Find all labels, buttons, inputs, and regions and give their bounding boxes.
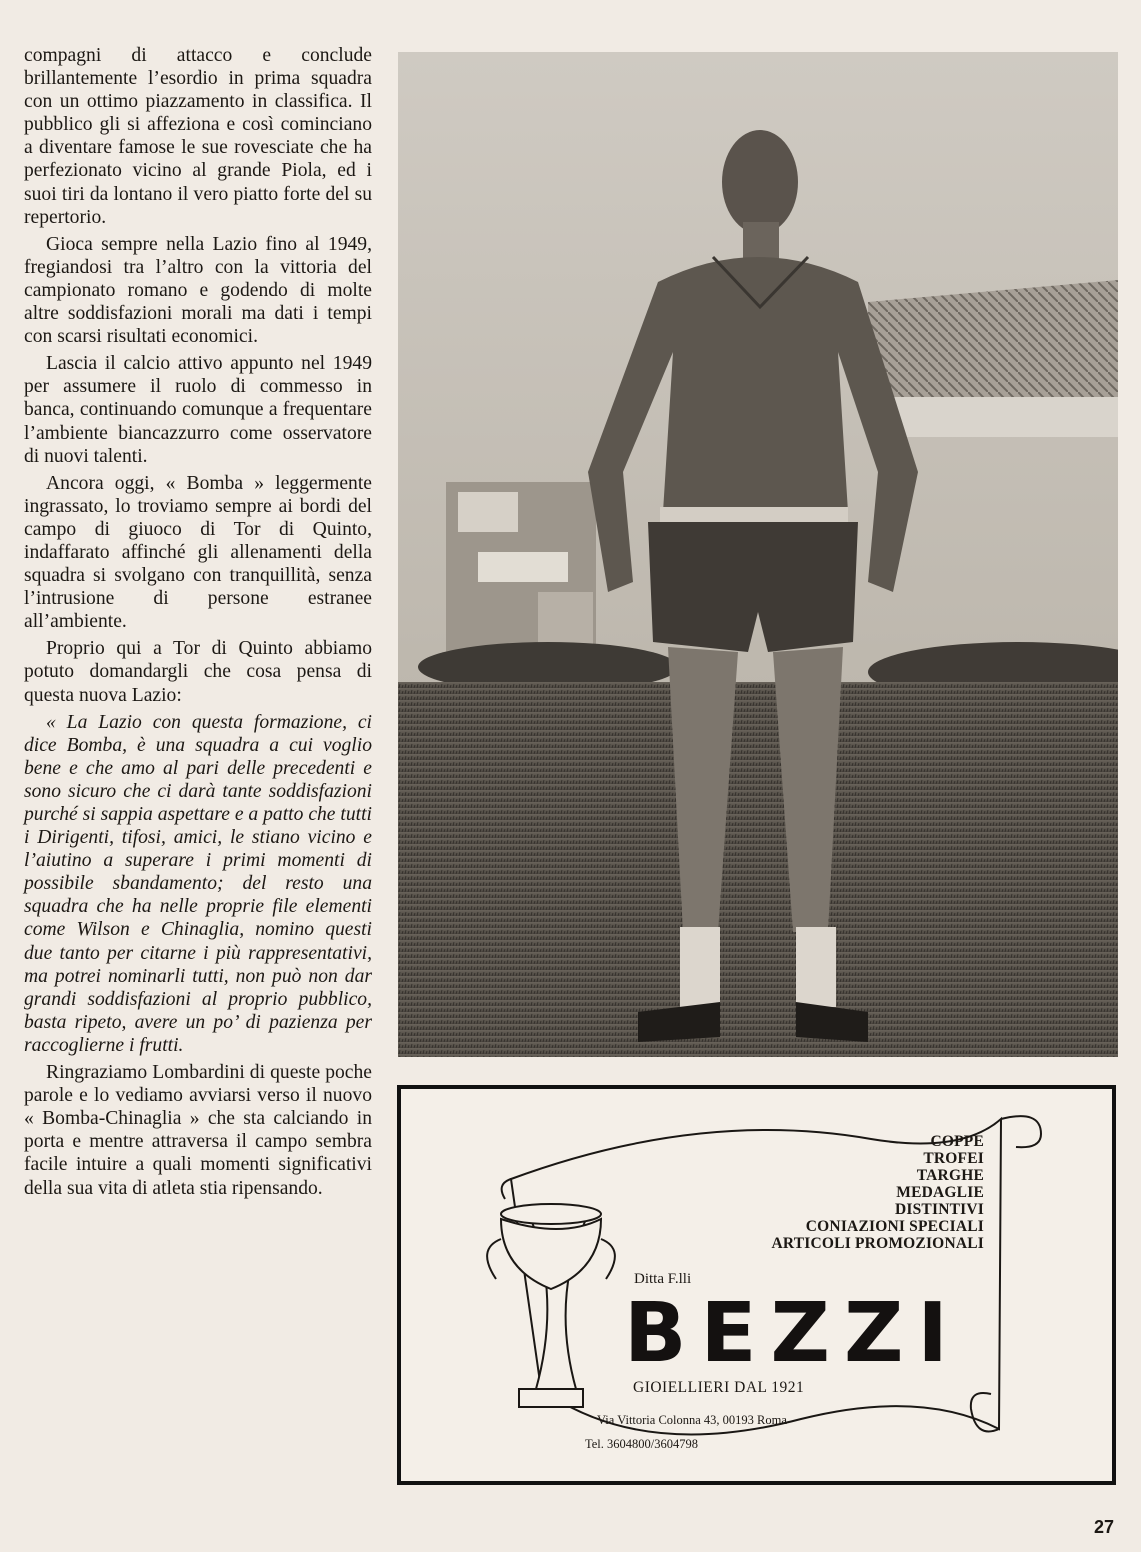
article-paragraph: Gioca sempre nella Lazio fino al 1949, fregiandosi tra l’altro con la vittoria del campionato romano e godendo di molte altre soddisfazioni morali ma dati i tempi con scarsi risultati economici.: [24, 233, 372, 348]
brand-phone: Tel. 3604800/3604798: [585, 1437, 699, 1451]
page-number: 27: [1094, 1517, 1115, 1537]
article-paragraph: compagni di attacco e conclude brillantemente l’esordio in prima squadra con un ottimo piazzamento in classifica. Il pubblico gli si affeziona e così cominciano a diventare famose le sue rovesciate che ha perfezionato vicino al grande Piola, ed i suoi tiri da lontano il vero piatto forte del su repertorio.: [24, 45, 372, 228]
bezzi-advertisement: [397, 1085, 1116, 1485]
player-photo: [398, 52, 1118, 1057]
article-paragraph: Ringraziamo Lombardini di queste poche parole e lo vediamo avviarsi verso il nuovo « Bomba-Chinaglia » che sta calciando in porta e mentre attraversa il campo sembra facile intuire a quali momenti significativi della sua vita di atleta stia ripensando.: [24, 1062, 372, 1199]
brand-name: BEZZI: [624, 1286, 962, 1381]
product-list: [772, 1133, 985, 1252]
brand-tagline: GIOIELLIERI DAL 1921: [633, 1379, 805, 1396]
interview-quote: « La Lazio con questa formazione, ci dice Bomba, è una squadra a cui voglio bene e che amo al pari delle precedenti e sono sicuro che ci darà tante soddisfazioni purché si sappia aspettare e a patto che tutti i Dirigenti, tifosi, amici, le stiano vicino e l’aiutino a superare i primi momenti di possibile sbandamento; del resto una squadra che ha nelle proprie file elementi come Wilson e Chinaglia, nomino questi due tanto per citarne i più rappresentativi, ma potrei nominarli tutti, non può non dar grandi soddisfazioni al proprio pubblico, basta ripeto, avere un po’ di pazienza per raccoglierne i frutti.: [24, 711, 372, 1056]
article-column: [24, 44, 372, 1204]
product-item: DISTINTIVI: [894, 1201, 984, 1218]
product-item: MEDAGLIE: [896, 1184, 984, 1201]
product-item: COPPE: [930, 1133, 984, 1150]
article-paragraph: Lascia il calcio attivo appunto nel 1949 per assumere il ruolo di commesso in banca, continuando comunque a frequentare l’ambiente biancazzurro come osservatore di nuovi talenti.: [24, 353, 372, 467]
brand-address: Via Vittoria Colonna 43, 00193 Roma: [597, 1413, 787, 1427]
trophy-cup-icon: [487, 1204, 615, 1407]
product-item: ARTICOLI PROMOZIONALI: [771, 1235, 984, 1252]
product-item: TARGHE: [916, 1167, 984, 1184]
article-paragraph: Ancora oggi, « Bomba » leggermente ingrassato, lo troviamo sempre ai bordi del campo di giuoco di Tor di Quinto, indaffarato affinché gli allenamenti della squadra si svolgano con tranquillità, senza l’intrusione di persone estranee all’ambiente.: [24, 472, 372, 633]
article-paragraph: Proprio qui a Tor di Quinto abbiamo potuto domandargli che cosa pensa di questa nuova Lazio:: [24, 638, 372, 706]
ditta-label: Ditta F.lli: [634, 1271, 692, 1287]
product-item: TROFEI: [923, 1150, 984, 1167]
product-item: CONIAZIONI SPECIALI: [805, 1218, 984, 1235]
